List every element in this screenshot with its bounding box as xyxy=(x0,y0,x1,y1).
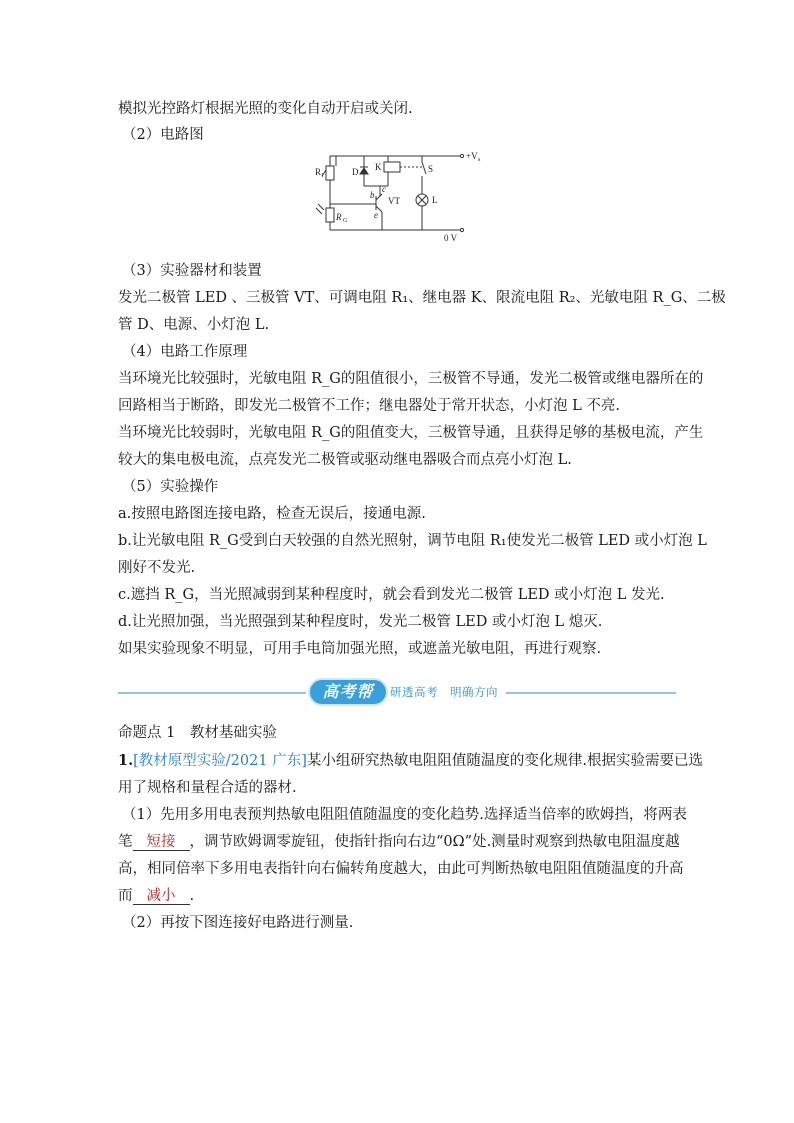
label-zero: 0 V xyxy=(444,233,458,243)
label-vt: VT xyxy=(388,196,400,206)
section-heading: （3）实验器材和装置 xyxy=(122,263,262,279)
text-line: 用了规格和量程合适的器材. xyxy=(118,780,297,796)
question-number: 1. xyxy=(118,752,134,769)
banner-rule-right xyxy=(506,692,676,694)
text-fragment: . xyxy=(189,888,195,904)
question-line xyxy=(118,752,703,770)
question-line xyxy=(118,887,194,905)
section-banner xyxy=(118,680,676,706)
section-heading: （2）电路图 xyxy=(122,127,204,143)
text-fragment: 笔 xyxy=(118,834,133,850)
text-line: c.遮挡 R_G，当光照减弱到某种程度时，就会看到发光二极管 LED 或小灯泡 L 发光. xyxy=(118,587,665,603)
banner-subtitle: 研透高考 明确方向 xyxy=(390,685,498,699)
text-line: 管 D、电源、小灯泡 L. xyxy=(118,317,270,333)
label-rg: R xyxy=(336,212,342,222)
text-line: 模拟光控路灯根据光照的变化自动开启或关闭. xyxy=(118,101,413,117)
label-l: L xyxy=(432,195,438,205)
text-line: 较大的集电极电流，点亮发光二极管或驱动继电器吸合而点亮小灯泡 L. xyxy=(118,452,572,468)
topic-heading: 命题点 1 教材基础实验 xyxy=(118,725,277,741)
section-heading: （4）电路工作原理 xyxy=(122,344,248,360)
banner-rule-left xyxy=(118,692,306,694)
label-r1: R₁ xyxy=(315,167,325,177)
label-vs-sub: s xyxy=(478,157,481,163)
label-k: K xyxy=(375,162,382,172)
question-text: 某小组研究热敏电阻阻值随温度的变化规律.根据实验需要已选 xyxy=(306,753,703,769)
text-line: 如果实验现象不明显，可用手电筒加强光照，或遮盖光敏电阻，再进行观察. xyxy=(118,641,602,657)
circuit-diagram xyxy=(312,148,482,244)
text-line: 当环境光比较强时，光敏电阻 R_G的阻值很小，三极管不导通，发光二极管或继电器所在的 xyxy=(118,371,704,387)
section-heading: （5）实验操作 xyxy=(122,479,219,495)
text-fragment: 而 xyxy=(118,888,133,904)
question-tag: [教材原型实验/2021 广东] xyxy=(133,753,307,769)
text-line: 高，相同倍率下多用电表指针向右偏转角度越大，由此可判断热敏电阻阻值随温度的升高 xyxy=(118,861,684,877)
label-rg-sub: G xyxy=(343,218,348,224)
label-b: b xyxy=(370,190,375,200)
label-d: D xyxy=(352,167,359,177)
text-line: 发光二极管 LED 、三极管 VT、可调电阻 R₁、继电器 K、限流电阻 R₂、光敏电阻 R_G、二极 xyxy=(118,290,726,306)
text-line: 当环境光比较弱时，光敏电阻 R_G的阻值变大，三极管导通，且获得足够的基极电流，产生 xyxy=(118,425,704,441)
label-vs: +V xyxy=(466,151,478,161)
answer-blank: 减小 xyxy=(133,888,190,905)
text-line: （2）再按下图连接好电路进行测量. xyxy=(122,915,354,931)
question-line xyxy=(118,833,680,851)
text-line: （1）先用多用电表预判热敏电阻阻值随温度的变化趋势.选择适当倍率的欧姆挡，将两表 xyxy=(122,807,687,823)
label-c: c xyxy=(382,184,386,194)
label-s: S xyxy=(428,164,434,174)
text-line: 回路相当于断路，即发光二极管不工作；继电器处于常开状态，小灯泡 L 不亮. xyxy=(118,398,620,414)
text-line: a.按照电路图连接电路，检查无误后，接通电源. xyxy=(118,506,426,522)
text-line: b.让光敏电阻 R_G受到白天较强的自然光照射，调节电阻 R₁使发光二极管 LED 或小灯泡 L xyxy=(118,533,707,549)
text-fragment: ，调节欧姆调零旋钮，使指针指向右边“0Ω”处.测量时观察到热敏电阻温度越 xyxy=(189,834,680,850)
banner-title: 高考帮 xyxy=(310,680,386,704)
text-line: 刚好不发光. xyxy=(118,560,196,576)
text-line: d.让光照加强，当光照强到某种程度时，发光二极管 LED 或小灯泡 L 熄灭. xyxy=(118,614,603,630)
answer-blank: 短接 xyxy=(133,834,190,851)
label-e: e xyxy=(374,210,378,220)
